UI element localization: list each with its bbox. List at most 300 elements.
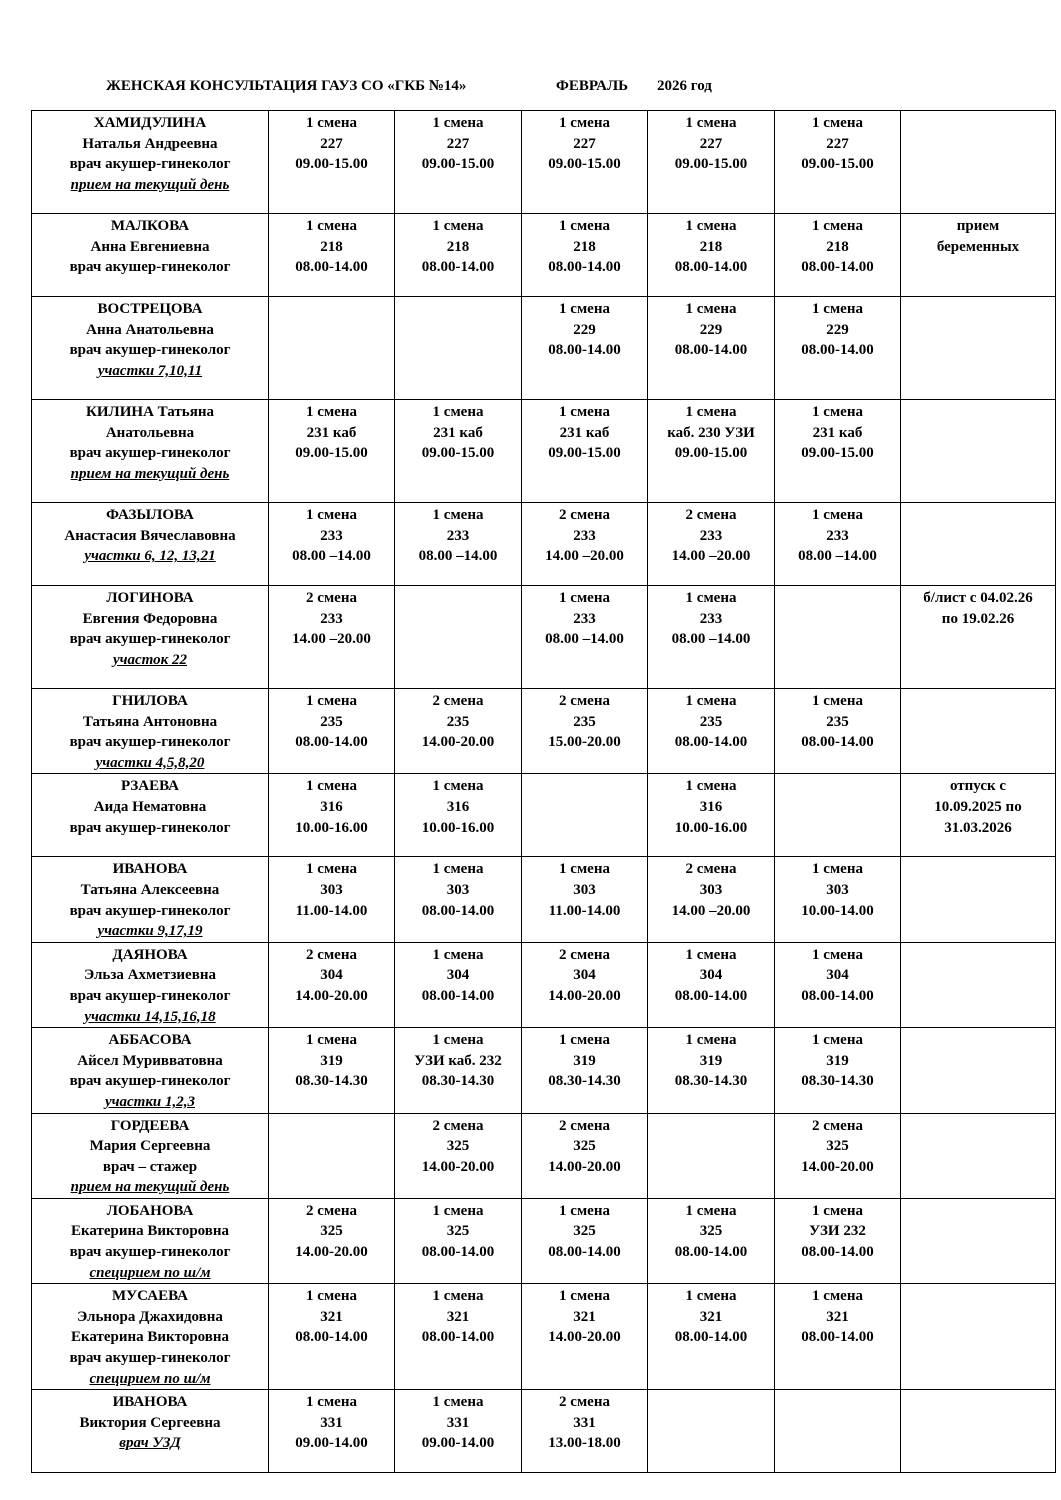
room-label: 218 [826, 238, 849, 255]
hours-label: 13.00-18.00 [548, 1435, 621, 1452]
doctor-line: МУСАЕВА [112, 1288, 188, 1305]
shift-cell [648, 1198, 775, 1283]
hours-label: 09.00-15.00 [548, 156, 621, 173]
shift-label: 2 смена [812, 1117, 863, 1134]
shift-cell [395, 1028, 522, 1113]
room-label: 304 [699, 967, 723, 984]
shift-label: 1 смена [812, 507, 863, 523]
doctor-line: ГНИЛОВА [112, 693, 188, 709]
doctor-cell [32, 503, 269, 586]
shift-label: 1 смена [812, 301, 863, 317]
hours-label: 14.00-20.00 [801, 1158, 874, 1175]
shift-cell [269, 214, 395, 297]
room-label: 325 [699, 1223, 723, 1240]
title-org: ЖЕНСКАЯ КОНСУЛЬТАЦИЯ ГАУЗ СО «ГКБ №14» [106, 78, 467, 94]
room-label: 233 [699, 527, 723, 544]
shift-label: 1 смена [812, 115, 863, 131]
hours-label: 08.00 –14.00 [545, 631, 624, 648]
room-label: 325 [573, 1223, 596, 1240]
shift-label: 1 смена [306, 1288, 357, 1305]
hours-label: 08.30-14.30 [801, 1073, 874, 1090]
shift-label: 1 смена [559, 590, 610, 606]
shift-cell [395, 774, 522, 857]
note-cell [901, 503, 1056, 586]
shift-label: 2 смена [306, 590, 357, 606]
doctor-line: ХАМИДУЛИНА [93, 115, 207, 131]
note-line: по 19.02.26 [941, 610, 1015, 627]
room-label: каб. 230 УЗИ [667, 424, 755, 441]
note-cell [901, 774, 1056, 857]
room-label: 229 [699, 321, 723, 338]
table-row [32, 1284, 1056, 1390]
doctor-line: Татьяна Алексеевна [80, 881, 220, 898]
shift-cell [775, 1284, 901, 1390]
shift-label: 1 смена [432, 1032, 484, 1049]
shift-cell [648, 689, 775, 774]
shift-label: 1 смена [685, 115, 737, 131]
shift-cell [648, 111, 775, 214]
shift-cell [648, 503, 775, 586]
room-label: 227 [826, 135, 849, 152]
hours-label: 14.00-20.00 [295, 1244, 368, 1261]
hours-label: 10.00-16.00 [421, 819, 495, 836]
shift-label: 2 смена [432, 693, 484, 709]
room-label: 325 [573, 1138, 596, 1155]
shift-cell [395, 689, 522, 774]
shift-label: 2 смена [559, 507, 610, 523]
room-label: 235 [573, 713, 596, 730]
shift-label: 1 смена [812, 1288, 863, 1305]
doctor-note: участки 6, 12, 13,21 [84, 548, 216, 565]
hours-label: 09.00-15.00 [421, 445, 495, 462]
hours-label: 08.00-14.00 [674, 1244, 748, 1261]
table-row [32, 1028, 1056, 1113]
shift-label: 1 смена [812, 1202, 863, 1219]
shift-cell [395, 400, 522, 503]
shift-cell [522, 857, 648, 942]
hours-label: 14.00 –20.00 [671, 902, 751, 919]
shift-cell [395, 942, 522, 1027]
shift-cell [395, 1113, 522, 1198]
doctor-note: специрием по ш/м [89, 1370, 211, 1387]
shift-cell [269, 1198, 395, 1283]
hours-label: 08.30-14.30 [548, 1073, 621, 1090]
shift-label: 1 смена [559, 404, 610, 420]
note-cell [901, 1390, 1056, 1473]
doctor-line: Айсел Муривватовна [77, 1052, 223, 1069]
room-label: 231 каб [306, 424, 357, 441]
hours-label: 09.00-14.00 [421, 1435, 495, 1452]
room-label: 303 [320, 881, 343, 898]
shift-cell [775, 400, 901, 503]
note-cell [901, 942, 1056, 1027]
room-label: 319 [320, 1052, 343, 1069]
shift-cell [269, 1284, 395, 1390]
room-label: 304 [320, 967, 343, 984]
hours-label: 08.00-14.00 [421, 1329, 495, 1346]
doctor-line: врач акушер-гинеколог [69, 987, 231, 1004]
hours-label: 08.00-14.00 [801, 342, 874, 359]
doctor-cell [32, 214, 269, 297]
shift-cell [269, 297, 395, 400]
doctor-line: Аида Нематовна [93, 798, 207, 815]
room-label: УЗИ каб. 232 [414, 1052, 502, 1069]
room-label: 227 [320, 135, 343, 152]
shift-label: 1 смена [685, 1032, 737, 1049]
shift-label: 1 смена [306, 115, 357, 131]
doctor-line: ЛОГИНОВА [106, 590, 194, 606]
hours-label: 08.00-14.00 [295, 734, 368, 751]
room-label: 321 [573, 1308, 596, 1325]
hours-label: 15.00-20.00 [548, 734, 621, 751]
hours-label: 08.00-14.00 [548, 259, 621, 276]
table-row [32, 586, 1056, 689]
doctor-cell [32, 1390, 269, 1473]
hours-label: 08.00-14.00 [801, 987, 874, 1004]
hours-label: 14.00-20.00 [548, 1158, 621, 1175]
note-line: прием [956, 218, 1000, 234]
shift-label: 1 смена [306, 218, 357, 234]
shift-cell [775, 942, 901, 1027]
shift-label: 1 смена [559, 1288, 610, 1305]
schedule-table [31, 110, 1056, 1473]
room-label: 325 [826, 1138, 849, 1155]
hours-label: 09.00-15.00 [674, 445, 748, 462]
hours-label: 08.00-14.00 [674, 987, 748, 1004]
note-cell [901, 689, 1056, 774]
room-label: 303 [446, 881, 470, 898]
hours-label: 10.00-16.00 [295, 819, 368, 836]
title-month: ФЕВРАЛЬ [556, 78, 629, 94]
hours-label: 08.00-14.00 [421, 259, 495, 276]
doctor-line: Татьяна Антоновна [82, 713, 218, 730]
doctor-cell [32, 942, 269, 1027]
shift-cell [648, 214, 775, 297]
hours-label: 14.00-20.00 [295, 987, 368, 1004]
shift-cell [522, 214, 648, 297]
shift-cell [775, 297, 901, 400]
room-label: 304 [446, 967, 470, 984]
hours-label: 10.00-16.00 [674, 819, 748, 836]
hours-label: 09.00-15.00 [801, 156, 874, 173]
room-label: 235 [699, 713, 723, 730]
room-label: 229 [573, 321, 596, 338]
shift-label: 1 смена [306, 404, 357, 420]
doctor-line: ИВАНОВА [112, 861, 188, 878]
shift-cell [269, 942, 395, 1027]
doctor-cell [32, 857, 269, 942]
hours-label: 08.00-14.00 [548, 1244, 621, 1261]
doctor-line: Наталья Андреевна [82, 135, 218, 152]
room-label: 231 каб [433, 424, 483, 441]
doctor-line: Евгения Федоровна [82, 610, 218, 627]
hours-label: 08.00 –14.00 [798, 548, 877, 565]
room-label: 227 [699, 135, 723, 152]
shift-label: 1 смена [685, 301, 737, 317]
shift-cell [648, 297, 775, 400]
note-line: беременных [936, 238, 1020, 255]
shift-cell [269, 503, 395, 586]
shift-cell [775, 1113, 901, 1198]
shift-cell [395, 111, 522, 214]
shift-label: 2 смена [559, 946, 610, 963]
hours-label: 14.00 –20.00 [292, 631, 371, 648]
shift-cell [775, 503, 901, 586]
shift-label: 1 смена [685, 778, 737, 795]
hours-label: 08.00-14.00 [674, 734, 748, 751]
shift-cell [522, 111, 648, 214]
shift-cell [522, 689, 648, 774]
doctor-line: Анна Анатольевна [86, 321, 214, 338]
table-row [32, 503, 1056, 586]
doctor-line: Эльза Ахметзиевна [84, 967, 216, 984]
room-label: 319 [826, 1052, 849, 1069]
shift-cell [522, 503, 648, 586]
hours-label: 08.00 –14.00 [292, 548, 371, 565]
hours-label: 08.00-14.00 [295, 259, 368, 276]
hours-label: 08.00 –14.00 [418, 548, 498, 565]
doctor-line: Эльнора Джахидовна [77, 1308, 223, 1325]
doctor-cell [32, 1028, 269, 1113]
shift-label: 1 смена [812, 861, 863, 878]
room-label: 331 [573, 1414, 596, 1431]
shift-label: 1 смена [685, 1202, 737, 1219]
doctor-note: участки 9,17,19 [97, 923, 203, 940]
doctor-cell [32, 586, 269, 689]
hours-label: 14.00-20.00 [548, 987, 621, 1004]
table-row [32, 111, 1056, 214]
shift-cell [269, 857, 395, 942]
doctor-line: АББАСОВА [108, 1032, 192, 1049]
shift-label: 1 смена [432, 507, 484, 523]
shift-cell [775, 214, 901, 297]
hours-label: 09.00-15.00 [801, 445, 874, 462]
note-cell [901, 1198, 1056, 1283]
doctor-line: врач акушер-гинеколог [69, 445, 231, 462]
table-row [32, 297, 1056, 400]
room-label: 233 [826, 527, 849, 544]
shift-label: 2 смена [559, 1117, 610, 1134]
shift-cell [269, 1390, 395, 1473]
note-line: 10.09.2025 по [934, 798, 1022, 815]
room-label: 231 каб [559, 424, 610, 441]
hours-label: 14.00-20.00 [421, 1158, 495, 1175]
hours-label: 08.00 –14.00 [671, 631, 751, 648]
note-line: 31.03.2026 [944, 819, 1012, 836]
shift-label: 1 смена [306, 778, 357, 795]
shift-cell [648, 586, 775, 689]
shift-cell [522, 942, 648, 1027]
shift-label: 2 смена [559, 693, 610, 709]
shift-cell [648, 400, 775, 503]
room-label: 316 [699, 798, 723, 815]
shift-cell [395, 1390, 522, 1473]
room-label: 319 [699, 1052, 723, 1069]
shift-cell [775, 111, 901, 214]
shift-cell [269, 689, 395, 774]
shift-cell [775, 774, 901, 857]
hours-label: 14.00-20.00 [421, 734, 495, 751]
shift-label: 1 смена [559, 218, 610, 234]
doctor-line: врач акушер-гинеколог [69, 1244, 231, 1261]
shift-cell [648, 774, 775, 857]
shift-label: 1 смена [685, 218, 737, 234]
hours-label: 08.30-14.30 [421, 1073, 495, 1090]
hours-label: 10.00-14.00 [801, 902, 874, 919]
hours-label: 09.00-15.00 [295, 445, 368, 462]
shift-label: 1 смена [685, 693, 737, 709]
shift-label: 2 смена [685, 861, 737, 878]
hours-label: 09.00-15.00 [548, 445, 621, 462]
note-cell [901, 586, 1056, 689]
room-label: 233 [699, 610, 723, 627]
shift-label: 1 смена [559, 301, 610, 317]
hours-label: 08.30-14.30 [295, 1073, 368, 1090]
shift-label: 2 смена [559, 1394, 610, 1411]
shift-cell [775, 857, 901, 942]
title-year: 2026 год [657, 78, 712, 94]
shift-cell [522, 586, 648, 689]
room-label: 321 [699, 1308, 723, 1325]
shift-cell [522, 1284, 648, 1390]
room-label: 233 [446, 527, 470, 544]
table-row [32, 1113, 1056, 1198]
note-cell [901, 857, 1056, 942]
shift-label: 1 смена [432, 1202, 484, 1219]
shift-cell [522, 774, 648, 857]
doctor-cell [32, 1284, 269, 1390]
room-label: 321 [320, 1308, 343, 1325]
doctor-cell [32, 1113, 269, 1198]
shift-label: 2 смена [306, 1202, 357, 1219]
room-label: 331 [446, 1414, 470, 1431]
room-label: 303 [699, 881, 723, 898]
shift-label: 1 смена [306, 693, 357, 709]
doctor-line: Екатерина Викторовна [70, 1329, 230, 1346]
shift-label: 1 смена [685, 946, 737, 963]
shift-cell [775, 1390, 901, 1473]
schedule-body [32, 111, 1056, 1473]
shift-cell [648, 857, 775, 942]
hours-label: 08.00-14.00 [801, 259, 874, 276]
doctor-line: врач акушер-гинеколог [69, 1350, 231, 1367]
room-label: 218 [699, 238, 723, 255]
doctor-line: врач – стажер [102, 1158, 198, 1175]
doctor-line: ГОРДЕЕВА [110, 1117, 190, 1134]
shift-label: 1 смена [812, 218, 863, 234]
room-label: 316 [446, 798, 470, 815]
hours-label: 08.00-14.00 [674, 259, 748, 276]
doctor-line: ВОСТРЕЦОВА [97, 301, 203, 317]
doctor-line: Мария Сергеевна [89, 1138, 211, 1155]
shift-label: 1 смена [432, 946, 484, 963]
doctor-line: врач акушер-гинеколог [69, 819, 231, 836]
shift-cell [648, 1113, 775, 1198]
room-label: УЗИ 232 [809, 1223, 866, 1240]
table-row [32, 400, 1056, 503]
room-label: 235 [446, 713, 470, 730]
shift-label: 2 смена [685, 507, 737, 523]
shift-cell [522, 1113, 648, 1198]
hours-label: 09.00-15.00 [674, 156, 748, 173]
doctor-note: прием на текущий день [70, 176, 230, 193]
hours-label: 08.00-14.00 [548, 342, 621, 359]
doctor-line: МАЛКОВА [110, 218, 190, 234]
room-label: 331 [320, 1414, 343, 1431]
shift-cell [395, 1284, 522, 1390]
note-cell [901, 1113, 1056, 1198]
shift-cell [395, 297, 522, 400]
shift-label: 1 смена [559, 1032, 610, 1049]
hours-label: 09.00-15.00 [295, 156, 368, 173]
shift-cell [522, 1198, 648, 1283]
doctor-line: врач акушер-гинеколог [69, 156, 231, 173]
hours-label: 14.00 –20.00 [671, 548, 751, 565]
shift-cell [648, 942, 775, 1027]
doctor-note: участки 7,10,11 [97, 362, 203, 379]
note-line: отпуск с [949, 778, 1007, 795]
shift-cell [395, 503, 522, 586]
shift-label: 1 смена [306, 861, 357, 878]
shift-cell [269, 400, 395, 503]
room-label: 233 [320, 527, 343, 544]
doctor-note: прием на текущий день [70, 1179, 230, 1196]
shift-label: 2 смена [432, 1117, 484, 1134]
hours-label: 08.00-14.00 [674, 1329, 748, 1346]
table-row [32, 942, 1056, 1027]
shift-label: 1 смена [559, 861, 610, 878]
hours-label: 08.30-14.30 [674, 1073, 748, 1090]
hours-label: 08.00-14.00 [421, 902, 495, 919]
shift-cell [395, 214, 522, 297]
hours-label: 11.00-14.00 [548, 902, 621, 919]
shift-label: 1 смена [685, 590, 737, 606]
shift-cell [269, 586, 395, 689]
room-label: 218 [320, 238, 343, 255]
room-label: 321 [826, 1308, 849, 1325]
room-label: 321 [446, 1308, 470, 1325]
hours-label: 14.00 –20.00 [545, 548, 624, 565]
doctor-note: специрием по ш/м [89, 1264, 211, 1281]
room-label: 304 [826, 967, 849, 984]
doctor-cell [32, 111, 269, 214]
hours-label: 09.00-14.00 [295, 1435, 368, 1452]
shift-cell [775, 689, 901, 774]
shift-cell [522, 1028, 648, 1113]
shift-label: 2 смена [306, 946, 357, 963]
note-cell [901, 1284, 1056, 1390]
doctor-line: Анастасия Вячеславовна [64, 527, 236, 544]
room-label: 303 [573, 881, 596, 898]
doctor-line: РЗАЕВА [121, 778, 179, 795]
doctor-line: ЛОБАНОВА [106, 1202, 194, 1219]
note-cell [901, 400, 1056, 503]
shift-cell [522, 400, 648, 503]
hours-label: 08.00-14.00 [801, 734, 874, 751]
shift-label: 1 смена [432, 861, 484, 878]
note-cell [901, 214, 1056, 297]
doctor-line: врач акушер-гинеколог [69, 734, 231, 751]
shift-label: 1 смена [432, 218, 484, 234]
doctor-line: врач акушер-гинеколог [69, 902, 231, 919]
room-label: 218 [573, 238, 596, 255]
hours-label: 09.00-15.00 [421, 156, 495, 173]
doctor-line: ДАЯНОВА [112, 946, 188, 963]
shift-label: 1 смена [685, 404, 737, 420]
table-row [32, 1390, 1056, 1473]
doctor-line: Екатерина Викторовна [70, 1223, 230, 1240]
hours-label: 08.00-14.00 [295, 1329, 368, 1346]
